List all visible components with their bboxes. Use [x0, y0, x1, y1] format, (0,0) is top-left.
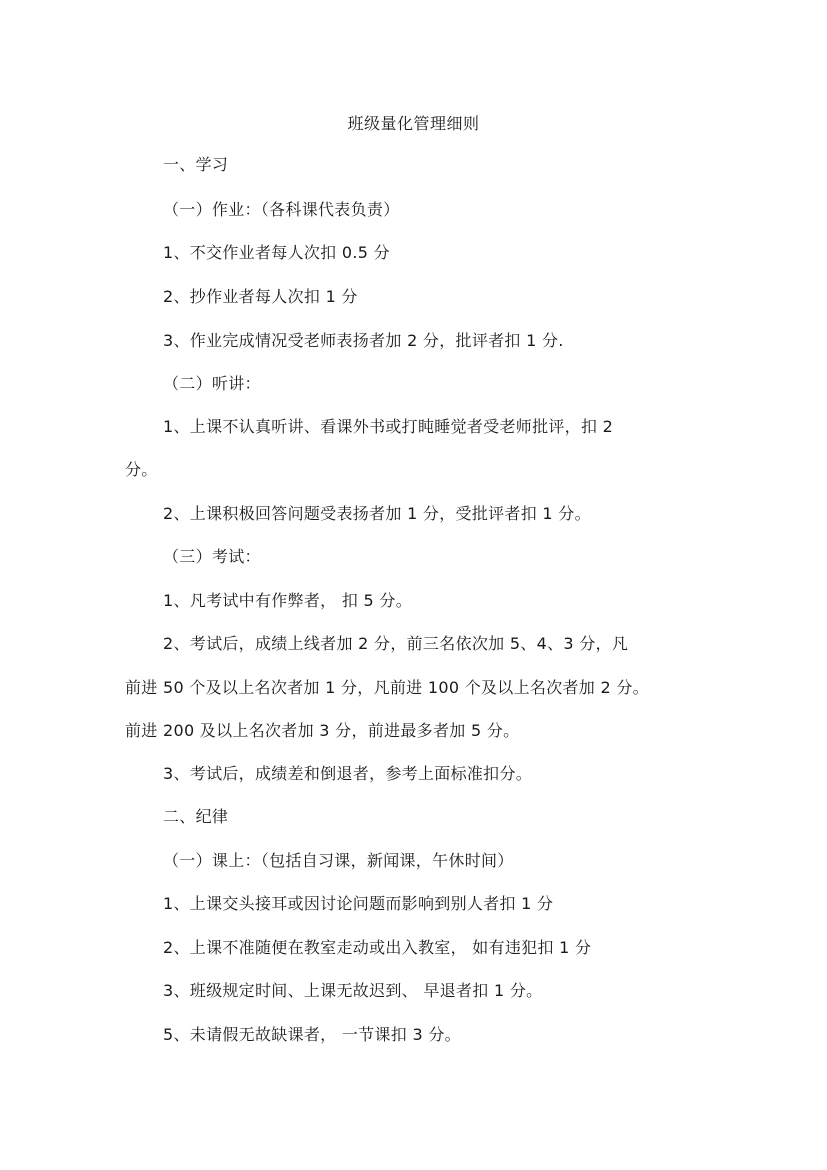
- subsection-heading-listening: （二）听讲：: [163, 374, 261, 393]
- rule-item-continuation: 前进 200 及以上名次者加 3 分，前进最多者加 5 分。: [125, 721, 520, 740]
- section-heading-study: 一、学习: [163, 155, 229, 174]
- rule-item: 3、班级规定时间、上课无故迟到、 早退者扣 1 分。: [163, 981, 543, 1000]
- rule-item: 5、未请假无故缺课者， 一节课扣 3 分。: [163, 1025, 461, 1044]
- rule-item: 1、上课交头接耳或因讨论问题而影响到别人者扣 1 分: [163, 894, 554, 913]
- subsection-heading-homework: （一）作业：（各科课代表负责）: [163, 200, 400, 219]
- rule-item: 3、考试后，成绩差和倒退者，参考上面标准扣分。: [163, 764, 533, 783]
- rule-item: 1、不交作业者每人次扣 0.5 分: [163, 243, 390, 262]
- section-heading-discipline: 二、纪律: [163, 807, 229, 826]
- rule-item-continuation: 前进 50 个及以上名次者加 1 分，凡前进 100 个及以上名次者加 2 分。: [125, 678, 649, 697]
- rule-item: 2、上课积极回答问题受表扬者加 1 分，受批评者扣 1 分。: [163, 504, 591, 523]
- rule-item: 2、抄作业者每人次扣 1 分: [163, 287, 358, 306]
- rule-item: 1、凡考试中有作弊者， 扣 5 分。: [163, 591, 413, 610]
- rule-item: 2、上课不准随便在教室走动或出入教室， 如有违犯扣 1 分: [163, 938, 592, 957]
- document-title: 班级量化管理细则: [347, 114, 480, 133]
- subsection-heading-exams: （三）考试：: [163, 547, 261, 566]
- subsection-heading-in-class: （一）课上：（包括自习课，新闻课，午休时间）: [163, 851, 514, 870]
- rule-item: 2、考试后，成绩上线者加 2 分，前三名依次加 5、4、3 分，凡: [163, 634, 629, 653]
- rule-item: 1、上课不认真听讲、看课外书或打盹睡觉者受老师批评，扣 2: [163, 417, 614, 436]
- rule-item-continuation: 分。: [125, 460, 158, 479]
- rule-item: 3、作业完成情况受老师表扬者加 2 分，批评者扣 1 分.: [163, 331, 564, 350]
